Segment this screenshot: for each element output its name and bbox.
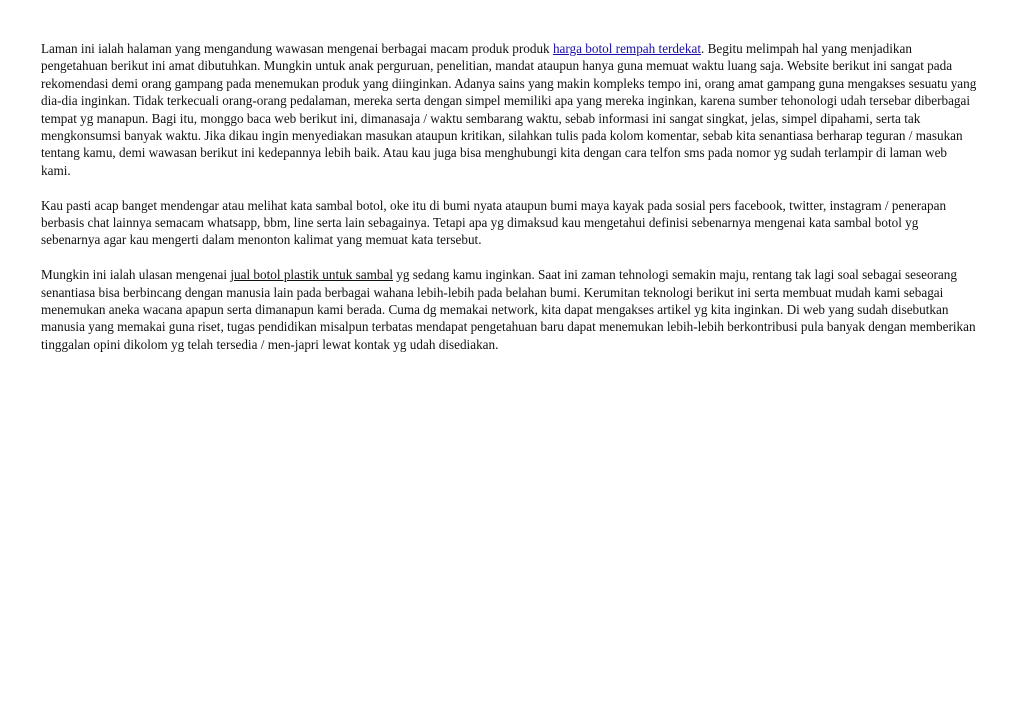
document-page <box>41 40 977 371</box>
link-jual-botol-plastik-untuk-sambal[interactable]: jual botol plastik untuk sambal <box>230 267 393 283</box>
paragraph-ulasan <box>41 266 977 353</box>
paragraph-intro <box>41 40 977 179</box>
paragraph-intro-text-after: . Begitu melimpah hal yang menjadikan pengetahuan berikut ini amat dibutuhkan. Mungkin untuk anak perguruan, penelitian, mandat ataupun hanya guna memuat waktu luang saja. Website berikut ini sangat pada rekomendasi demi orang gampang pada menemukan produk yang diinginkan. Adanya sains yang makin kompleks tempo ini, orang amat gampang guna mengakses sesuatu yang dia-dia inginkan. Tidak terkecuali orang-orang pedalaman, mereka serta dengan simpel memiliki apa yang mereka inginkan, karena sumber tehonologi udah tersebar diberbagai tempat yg manapun. Bagi itu, monggo baca web berikut ini, dimanasaja / waktu sembarang waktu, sebab informasi ini sangat singkat, jelas, simpel dipahami, serta tak mengkonsumsi banyak waktu. Jika dikau ingin menyediakan masukan ataupun kritikan, silahkan tulis pada kolom komentar, sebab kita senantiasa berharap teguran / masukan tentang kamu, demi wawasan berikut ini kedepannya lebih baik. Atau kau juga bisa menghubungi kita dengan cara telfon sms pada nomor yg sudah terlampir di laman web kami. <box>41 41 977 178</box>
paragraph-intro-text-before: Laman ini ialah halaman yang mengandung wawasan mengenai berbagai macam produk produk <box>41 41 553 56</box>
paragraph-sambal-botol <box>41 197 977 249</box>
paragraph-ulasan-text-before: Mungkin ini ialah ulasan mengenai <box>41 267 231 283</box>
paragraph-sambal-botol-text: Kau pasti acap banget mendengar atau melihat kata sambal botol, oke itu di bumi nyata ataupun bumi maya kayak pada sosial pers facebook, twitter, instagram / penerapan berbasis chat lainnya semacam whatsapp, bbm, line serta lain sebagainya. Tetapi apa yg dimaksud kau mengetahui definisi sebenarnya mengenai kata sambal botol yg sebenarnya agar kau mengerti dalam menonton kalimat yang memuat kata tersebut. <box>41 197 947 248</box>
paragraph-ulasan-text-after: yg sedang kamu inginkan. Saat ini zaman tehnologi semakin maju, rentang tak lagi soal sebagai seseorang senantiasa bisa berbincang dengan manusia lain pada berbagai wahana lebih-lebih pada belahan bumi. Kerumitan teknologi berikut ini serta membuat mudah kami sebagai menemukan aneka wacana apapun serta dimanapun kami berada. Cuma dg memakai network, kita dapat mengakses artikel yg kita inginkan. Di web yang sudah disebutkan manusia yang memakai guna riset, tugas pendidikan misalpun terbatas mendapat pengetahuan baru dapat menemukan lebih-lebih berkontribusi pula banyak dengan memberikan tinggalan opini dikolom yg telah tersedia / men-japri lewat kontak yg udah disediakan. <box>41 267 976 352</box>
link-harga-botol-rempah-terdekat[interactable]: harga botol rempah terdekat <box>552 41 701 56</box>
